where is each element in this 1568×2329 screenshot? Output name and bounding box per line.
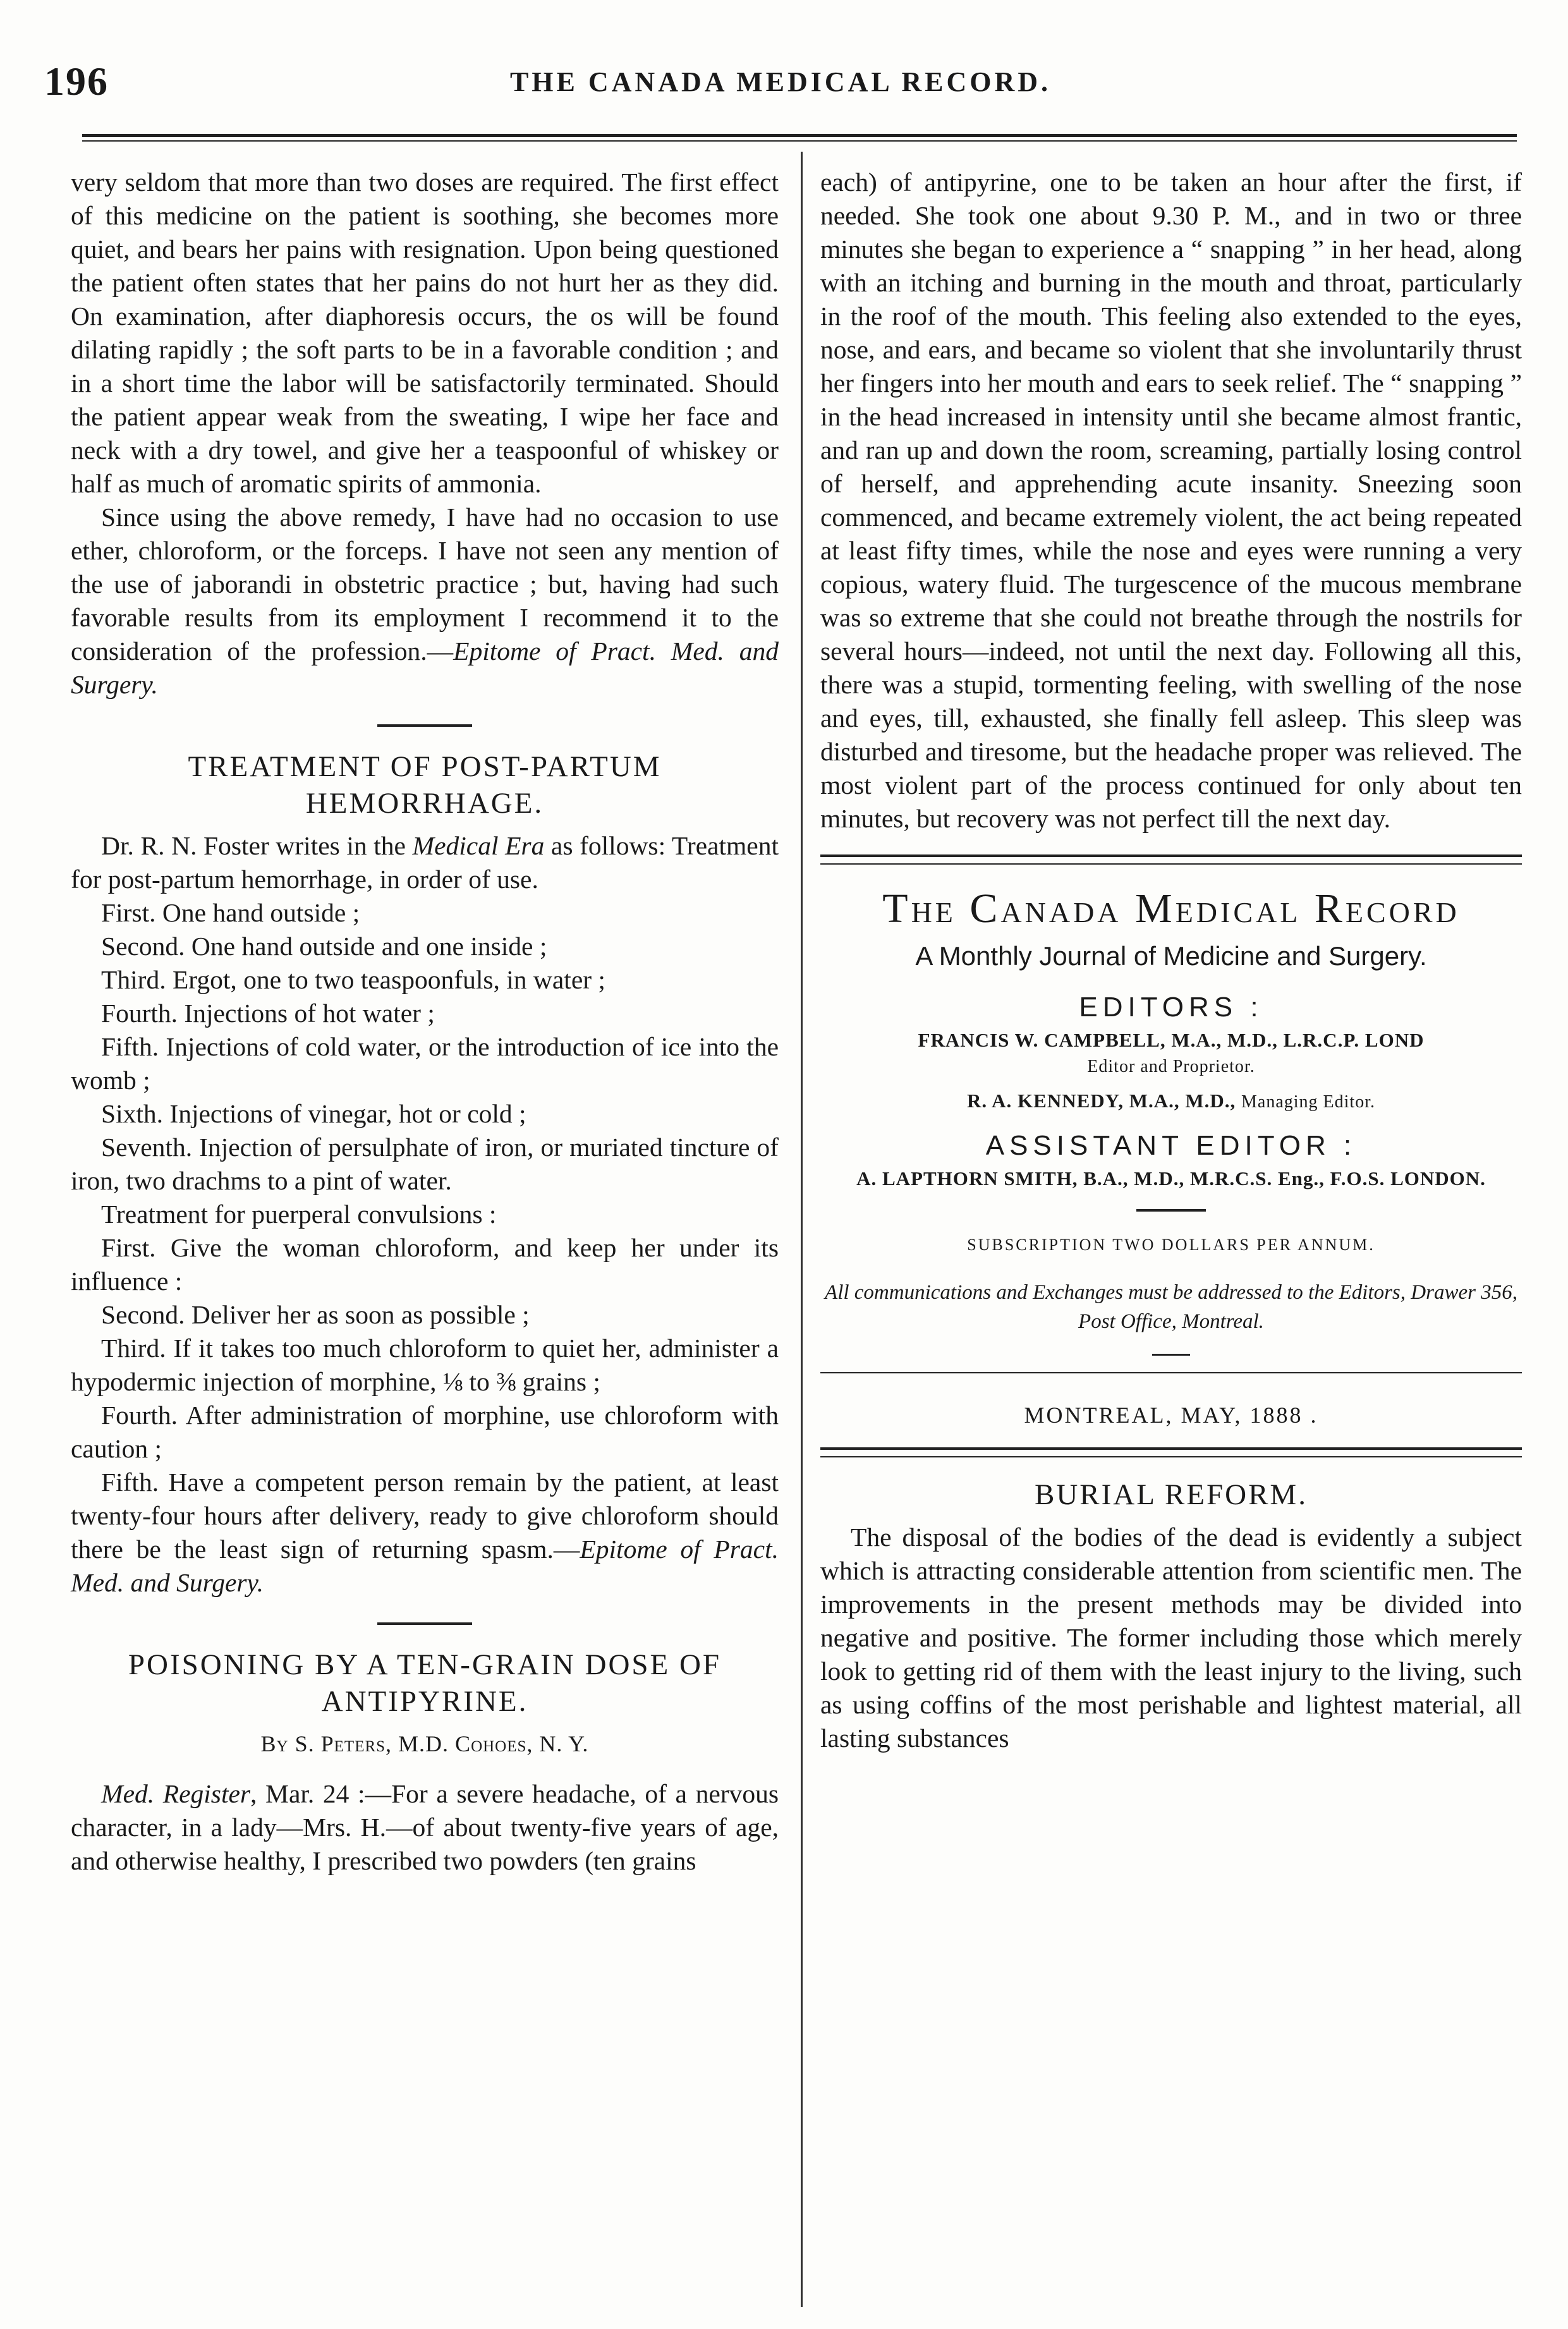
step-item: Third. If it takes too much chloroform to quiet her, administer a hypodermic injection of morphine, ⅛ to ⅜ grains ; [71,1334,779,1396]
masthead [820,884,1522,1356]
dateline-rule-bottom [820,1447,1522,1457]
intro-source: Epitome of Pract. Med. and Surgery. [71,636,779,699]
editor-2: R. A. KENNEDY, M.A., M.D., Managing Editor. [966,1090,1375,1112]
step-item: Fourth. Injections of hot water ; [101,999,435,1028]
right-column [820,166,1522,1755]
step-item: Third. Ergot, one to two teaspoonfuls, in water ; [101,965,605,994]
dateline-rule [820,1372,1522,1373]
burial-body: The disposal of the bodies of the dead is evidently a subject which is attracting considerable attention from scientific men. The improvements in the present methods may be divided into negative and positive. The former including those which merely look to getting rid of them with the least injury to the living, such as using coffins of the most perishable and lightest material, all lasting substances [820,1523,1522,1753]
antipyrine-continuation: each) of antipyrine, one to be taken an hour after the first, if needed. She took one about 9.30 P. M., and in two or three minutes she began to experience a “ snapping ” in her head, along with an itching and burning in the mouth and throat, particularly in the roof of the mouth. This feeling also extended to the eyes, nose, and ears, and became so violent that she involuntarily thrust her fingers into her mouth and ears to seek relief. The “ snapping ” in the head increased in intensity until she became almost frantic, and ran up and down the room, screaming, partially losing control of herself, and apprehending acute insanity. Sneezing soon commenced, and became extremely violent, the act being repeated at least fifty times, while the nose and eyes were running a very copious, watery fluid. The turgescence of the mucous membrane was so extreme that she could not breathe through the nostrils for several hours—indeed, not until the next day. Following all this, there was a stupid, tormenting feeling, with swelling of the nose and eyes, till, exhausted, she finally fell asleep. This sleep was disturbed and tiresome, but the headache proper was relieved. The most violent part of the process continued for only about ten minutes, but recovery was not perfect till the next day. [820,167,1522,833]
step-item-last: Fifth. Have a competent person remain by the patient, at least twenty-four hours after delivery, ready to give chloroform should there be the least sign of returning spasm.—Epitome of Pract. Med. and Surgery. [71,1468,779,1597]
page-number: 196 [44,59,109,104]
article-title-antipyrine: POISONING BY A TEN-GRAIN DOSE OF ANTIPYRINE. [128,1648,722,1718]
article-separator [377,1622,472,1625]
article-title-burial: BURIAL REFORM. [1035,1478,1308,1511]
assistant-editor: A. LAPTHORN SMITH, B.A., M.D., M.R.C.S. Eng., F.O.S. LONDON. [856,1167,1486,1189]
step-item: Fourth. After administration of morphine, use chloroform with caution ; [71,1401,779,1463]
address-separator [1152,1354,1190,1356]
header-rule [82,134,1517,137]
running-title: THE CANADA MEDICAL RECORD. [509,66,1052,97]
author-byline: By S. Peters, M.D. Cohoes, N. Y. [260,1731,589,1756]
left-column [71,166,779,1878]
address-note: All communications and Exchanges must be addressed to the Editors, Drawer 356, Post Office, Montreal. [825,1281,1517,1333]
masthead-title: The Canada Medical Record [882,885,1460,932]
masthead-rule-top [820,854,1522,865]
step-item: Sixth. Injections of vinegar, hot or cold ; [101,1099,526,1128]
editors-heading: EDITORS : [1079,992,1263,1023]
dateline: MONTREAL, MAY, 1888 . [1024,1402,1318,1428]
article-separator [377,724,472,727]
step-item: Fifth. Injections of cold water, or the introduction of ice into the womb ; [71,1032,779,1095]
hemorrhage-source: Epitome of Pract. Med. and Surgery. [71,1535,779,1597]
article-title-hemorrhage: TREATMENT OF POST-PARTUM HEMORRHAGE. [188,750,662,820]
intro-paragraph-2: Since using the above remedy, I have had no occasion to use ether, chloroform, or the forceps. I have not seen any mention of the use of jaborandi in obstetric practice ; but, having had such favorable results from its employment I recommend it to the consideration of the profession.—Epitome of Pract. Med. and Surgery. [71,502,779,699]
masthead-subtitle: A Monthly Journal of Medicine and Surgery. [915,941,1427,971]
editor-1: FRANCIS W. CAMPBELL, M.A., M.D., L.R.C.P. LOND Editor and Proprietor. [918,1029,1425,1076]
convulsions-intro: Treatment for puerperal convulsions : [101,1200,497,1229]
masthead-separator [1136,1209,1206,1212]
header-rule-thin [82,140,1517,142]
hemorrhage-steps [71,896,779,1198]
assistant-editor-heading: ASSISTANT EDITOR : [985,1130,1357,1161]
step-item: First. One hand outside ; [101,898,360,927]
step-item: Second. One hand outside and one inside ; [101,932,547,961]
step-item: Seventh. Injection of persulphate of iron, or muriated tincture of iron, two drachms to a pint of water. [71,1133,779,1195]
antipyrine-opening: Med. Register, Mar. 24 :—For a severe headache, of a nervous character, in a lady—Mrs. H.—of about twenty-five years of age, and otherwise healthy, I prescribed two powders (ten grains [71,1779,779,1875]
step-item: First. Give the woman chloroform, and keep her under its influence : [71,1233,779,1296]
column-divider [801,152,803,2307]
convulsion-steps [71,1231,779,1466]
step-item: Second. Deliver her as soon as possible ; [101,1300,530,1329]
page-header [44,58,1517,115]
hemorrhage-lead: Dr. R. N. Foster writes in the Medical Era as follows: Treatment for post-partum hemorrhage, in order of use. [71,831,779,894]
intro-paragraph-1: very seldom that more than two doses are required. The first effect of this medicine on the patient is soothing, she becomes more quiet, and bears her pains with resignation. Upon being questioned the patient often states that her pains do not hurt her as they did. On examination, after diaphoresis occurs, the os will be found dilating rapidly ; the soft parts to be in a favorable condition ; and in a short time the labor will be satisfactorily terminated. Should the patient appear weak from the sweating, I wipe her face and neck with a dry towel, and give her a teaspoonful of whiskey or half as much of aromatic spirits of ammonia. [71,167,779,498]
subscription-note: SUBSCRIPTION TWO DOLLARS PER ANNUM. [967,1236,1375,1254]
